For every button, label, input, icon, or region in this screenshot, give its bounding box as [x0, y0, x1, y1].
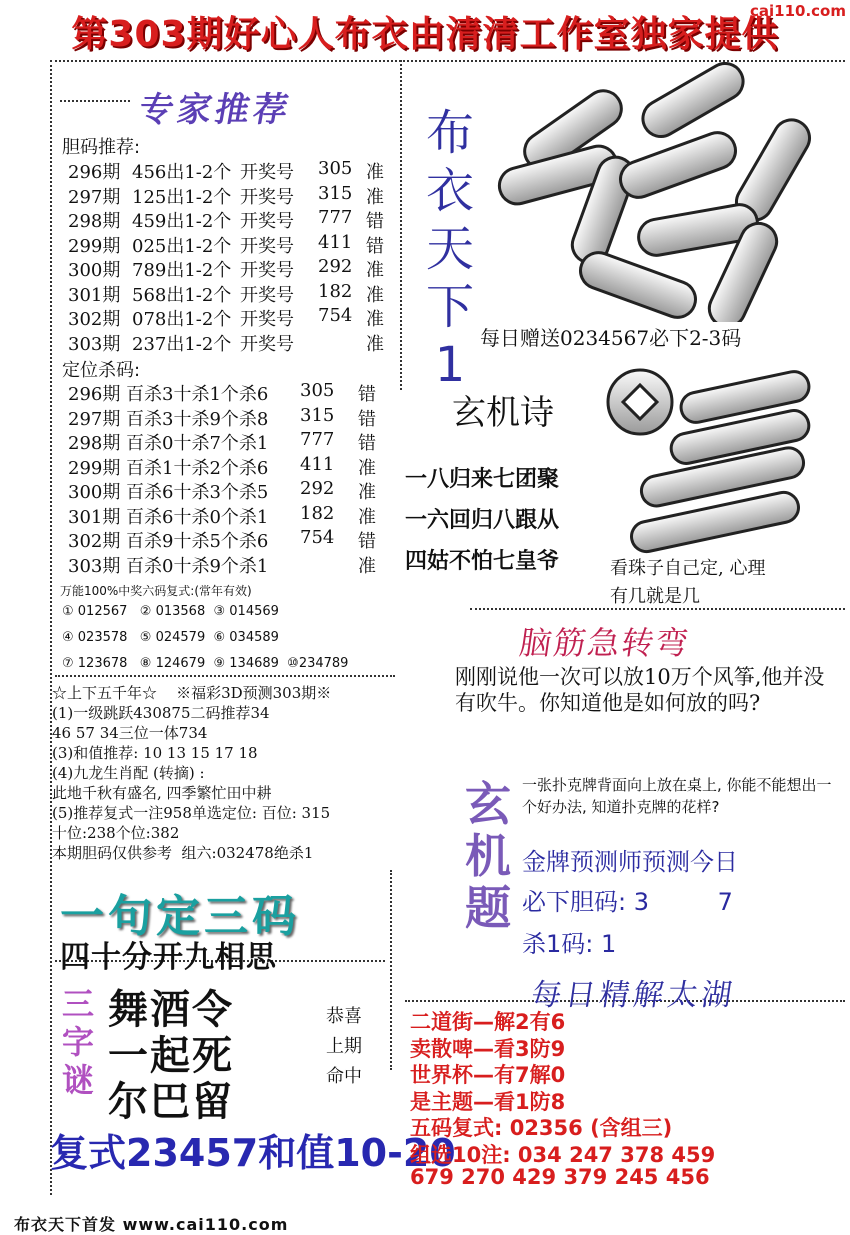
xuanji-title	[460, 778, 516, 934]
draw-cell: 182	[300, 502, 335, 524]
pick-cell: 百杀1十杀2个杀6	[126, 457, 269, 479]
issue-cell: 303期	[68, 333, 121, 355]
pick-cell: 078出1-2个	[132, 309, 232, 330]
congrats-text: 命中	[326, 1066, 362, 1087]
divider	[390, 870, 392, 1070]
issue-cell: 303期	[68, 555, 121, 577]
issue-cell: 300期	[68, 260, 121, 281]
issue-cell: 302期	[68, 531, 121, 552]
divider	[400, 60, 402, 390]
xuanji-char: 玄	[465, 777, 511, 831]
draw-cell: 754	[318, 305, 353, 326]
poem-title: 玄机诗	[452, 393, 554, 433]
draw-cell: 305	[300, 380, 335, 401]
wanneng-label: 万能100%中奖六码复式:(常年有效)	[60, 584, 252, 598]
issue-cell: 301期	[68, 284, 121, 306]
draw-label-cell: 开奖号	[240, 309, 294, 330]
riddle-word: 舞酒令	[108, 987, 234, 1033]
riddle-word: 尔巴留	[108, 1079, 234, 1125]
congrats-text: 上期	[326, 1036, 362, 1057]
brain-teaser-title: 脑筋急转弯	[517, 624, 693, 662]
pick-cell: 456出1-2个	[132, 162, 232, 183]
issue-cell: 298期	[68, 211, 121, 232]
draw-cell: 777	[300, 429, 335, 450]
draw-cell: 411	[318, 231, 353, 253]
result-cell: 准	[358, 555, 376, 577]
pick-cell: 459出1-2个	[132, 211, 232, 232]
riddle-word: 一起死	[108, 1033, 234, 1079]
result-cell: 准	[366, 162, 384, 183]
daily-title: 每日精解太湖	[529, 978, 738, 1013]
analysis-line: 是主题—看1防8	[410, 1089, 566, 1114]
pick-cell: 789出1-2个	[132, 260, 232, 281]
issue-cell: 299期	[68, 235, 121, 257]
result-cell: 准	[366, 309, 384, 330]
vertical-title	[420, 104, 480, 394]
issue-cell: 297期	[68, 408, 121, 430]
three-char-riddle-label	[58, 985, 98, 1099]
result-cell: 准	[366, 186, 384, 208]
result-cell: 错	[366, 235, 384, 257]
combo-text: 复式23457和值10-20	[50, 1131, 456, 1175]
list-item: ④ 023578 ⑤ 024579 ⑥ 034589	[62, 630, 279, 645]
issue-cell: 298期	[68, 433, 121, 454]
pick-cell: 百杀3十杀9个杀8	[126, 408, 269, 430]
analysis-line: 世界杯—有7解0	[410, 1063, 566, 1087]
bead-graphic	[600, 362, 820, 557]
draw-cell: 411	[300, 453, 335, 475]
divider	[55, 675, 395, 677]
pick-cell: 百杀6十杀0个杀1	[126, 506, 269, 528]
xuanji-char: 机	[465, 829, 511, 883]
one-sentence-title: 一句定三码	[60, 891, 300, 942]
sanzi-char: 字	[61, 1023, 94, 1061]
prediction-line: 此地千秋有盛名, 四季繁忙田中耕	[52, 784, 272, 802]
issue-cell: 296期	[68, 162, 121, 183]
result-cell: 错	[366, 211, 384, 232]
pick-cell: 125出1-2个	[132, 186, 232, 208]
vertical-title-char: 1	[434, 337, 466, 393]
page-title: 第303期好心人布衣由清清工作室独家提供	[71, 14, 779, 55]
pick-cell: 百杀0十杀7个杀1	[126, 433, 269, 454]
result-cell: 准	[366, 284, 384, 306]
result-cell: 准	[358, 506, 376, 528]
hint-line: 看珠子自己定, 心理	[610, 558, 766, 579]
prediction-line: 46 57 34三位一体734	[52, 724, 208, 742]
issue-cell: 302期	[68, 309, 121, 330]
issue-cell: 299期	[68, 457, 121, 479]
draw-cell: 182	[318, 280, 353, 302]
poker-riddle: 一张扑克牌背面向上放在桌上, 你能不能想出一个好办法, 知道扑克牌的花样?	[522, 776, 832, 816]
pick-cell: 百杀3十杀1个杀6	[126, 384, 269, 405]
dan-label: 胆码推荐:	[62, 137, 141, 158]
draw-cell: 305	[318, 158, 353, 179]
result-cell: 准	[358, 457, 376, 479]
issue-cell: 297期	[68, 186, 121, 208]
pick-cell: 025出1-2个	[132, 235, 232, 257]
vertical-title-char: 下	[425, 279, 474, 335]
prediction-line: 本期胆码仅供参考 组六:032478绝杀1	[52, 844, 314, 862]
divider	[470, 608, 845, 610]
sanzi-char: 谜	[61, 1061, 94, 1099]
vertical-title-char: 天	[425, 221, 474, 277]
result-cell: 错	[358, 384, 376, 405]
gold-title: 金牌预测师预测今日	[522, 848, 738, 876]
prediction-line: ☆上下五千年☆ ※福彩3D预测303期※	[52, 684, 332, 702]
draw-cell: 315	[318, 182, 353, 204]
draw-cell: 315	[300, 404, 335, 426]
prediction-line: (3)和值推荐: 10 13 15 17 18	[52, 744, 258, 762]
pick-cell: 百杀6十杀3个杀5	[126, 482, 269, 503]
result-cell: 准	[358, 482, 376, 503]
gold-dan: 必下胆码: 3 7	[522, 888, 733, 916]
analysis-line: 卖散啤—看3防9	[410, 1036, 566, 1061]
sanzi-char: 三	[61, 985, 94, 1023]
gold-kill: 杀1码: 1	[522, 930, 617, 958]
draw-cell: 292	[318, 256, 353, 277]
divider	[50, 60, 52, 1195]
result-cell: 错	[358, 531, 376, 552]
draw-label-cell: 开奖号	[240, 162, 294, 183]
gift-text: 每日赠送0234567必下2-3码	[480, 326, 742, 350]
congrats-text: 恭喜	[326, 1006, 362, 1027]
prediction-line: (1)一级跳跃430875二码推荐34	[52, 704, 270, 722]
draw-cell: 777	[318, 207, 353, 228]
riddle-phrase: 四十分开九相思	[60, 940, 277, 975]
pick-cell: 百杀9十杀5个杀6	[126, 531, 269, 552]
analysis-line: 二道街—解2有6	[410, 1010, 566, 1034]
poem-line: 一六回归八跟从	[405, 508, 560, 533]
prediction-line: 十位:238个位:382	[52, 824, 180, 842]
issue-cell: 296期	[68, 384, 121, 405]
analysis-line: 五码复式: 02356 (含组三)	[410, 1116, 673, 1140]
analysis-line: 679 270 429 379 245 456	[410, 1165, 710, 1189]
result-cell: 准	[366, 260, 384, 281]
prediction-line: (4)九龙生肖配 (转摘) :	[52, 764, 205, 782]
prediction-line: (5)推荐复式一注958单选定位: 百位: 315	[52, 804, 331, 822]
issue-cell: 301期	[68, 506, 121, 528]
expert-heading: 专家推荐	[135, 90, 295, 130]
hint-line: 有几就是几	[610, 586, 700, 607]
analysis-line: 组选10注: 034 247 378 459	[410, 1142, 716, 1167]
kill-label: 定位杀码:	[62, 360, 141, 381]
footer-credit: 布衣天下首发 www.cai110.com	[14, 1215, 289, 1234]
stylized-number-graphic	[488, 62, 838, 322]
list-item: ⑦ 123678 ⑧ 124679 ⑨ 134689 ⑩234789	[62, 656, 349, 671]
draw-label-cell: 开奖号	[240, 186, 294, 208]
draw-label-cell: 开奖号	[240, 284, 294, 306]
draw-label-cell: 开奖号	[240, 211, 294, 232]
draw-label-cell: 开奖号	[240, 235, 294, 257]
vertical-title-char: 布	[425, 105, 474, 161]
pick-cell: 237出1-2个	[132, 333, 232, 355]
result-cell: 错	[358, 433, 376, 454]
pick-cell: 568出1-2个	[132, 284, 232, 306]
riddle-text: 刚刚说他一次可以放10万个风筝,他并没有吹牛。你知道他是如何放的吗?	[455, 665, 825, 715]
poem-line: 四姑不怕七皇爷	[405, 549, 560, 574]
xuanji-char: 题	[465, 881, 511, 935]
result-cell: 准	[366, 333, 384, 355]
draw-cell: 754	[300, 527, 335, 548]
draw-label-cell: 开奖号	[240, 260, 294, 281]
draw-label-cell: 开奖号	[240, 333, 294, 355]
site-url[interactable]: cai110.com	[750, 2, 846, 20]
poem-line: 一八归来七团聚	[405, 467, 560, 492]
pick-cell: 百杀0十杀9个杀1	[126, 555, 269, 577]
draw-cell: 292	[300, 478, 335, 499]
result-cell: 错	[358, 408, 376, 430]
vertical-title-char: 衣	[425, 163, 474, 219]
list-item: ① 012567 ② 013568 ③ 014569	[62, 604, 279, 619]
issue-cell: 300期	[68, 482, 121, 503]
divider	[60, 100, 130, 102]
